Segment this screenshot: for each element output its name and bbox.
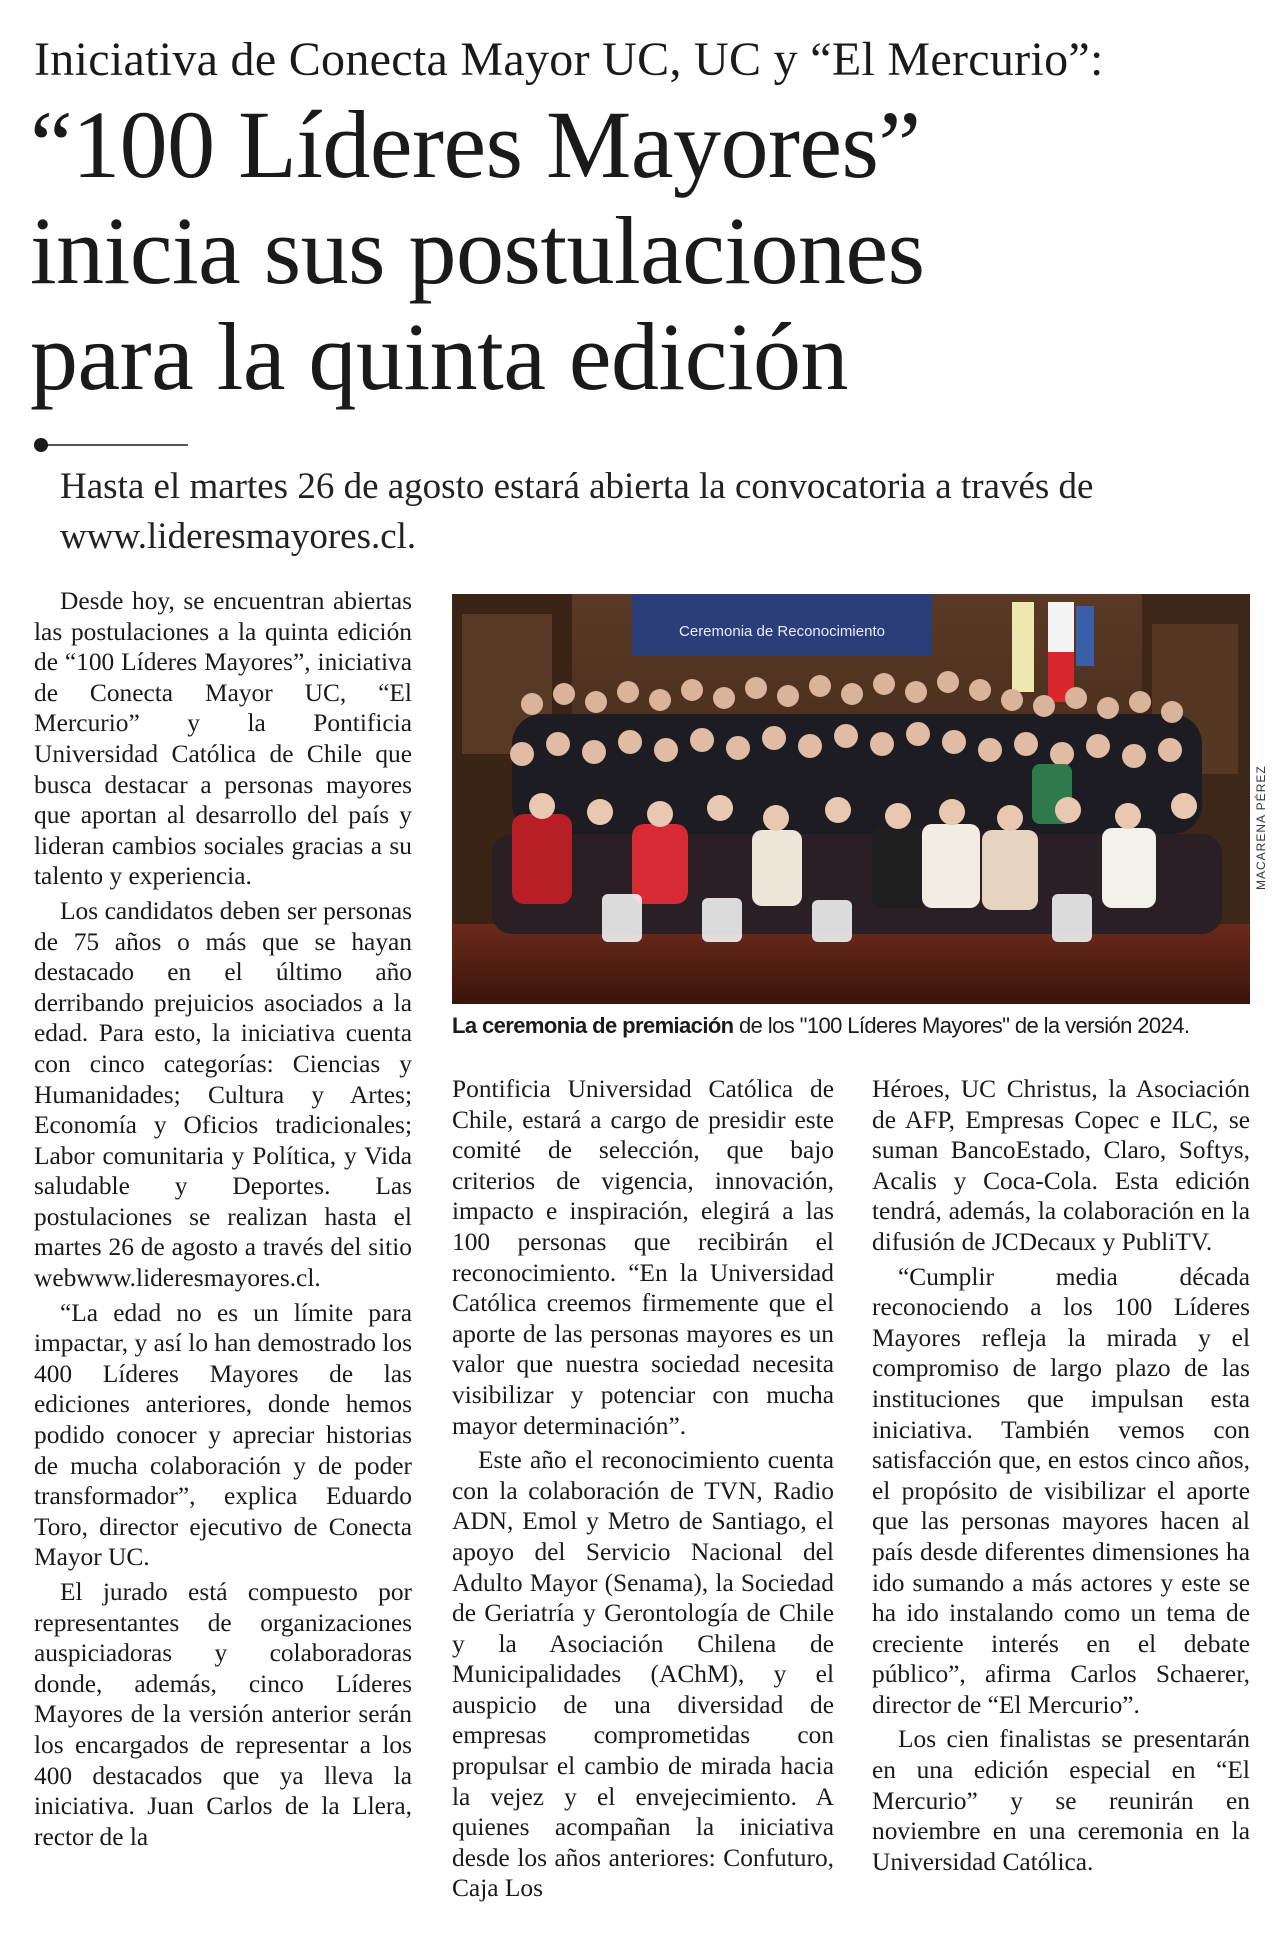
flag-icon — [1076, 606, 1094, 666]
article-headline — [30, 92, 1250, 410]
headline-line-2: inicia sus postulaciones — [30, 197, 925, 304]
text-column-2 — [452, 1074, 834, 1908]
paragraph: Los candidatos deben ser personas de 75 años o más que se hayan destacado en el último año derribando prejuicios asociados a la edad. Para esto, la iniciativa cuenta con cinco categorías: Ciencias y Humanidades; Cultura y Artes; Economía y Oficios tradicionales; Labor comunitaria y Política, y Vida saludable y Deportes. Las postulaciones se realizan hasta el martes 26 de agosto a través del sitio webwww.lideresmayores.cl. — [34, 896, 412, 1293]
text-column-1 — [34, 586, 412, 1856]
paragraph: El jurado está compuesto por representantes de organizaciones auspiciadoras y colaboradoras donde, además, cinco Líderes Mayores de la versión anterior serán los encargados de representar a los 400 destacados que ya lleva la iniciativa. Juan Carlos de la Llera, rector de la — [34, 1578, 412, 1851]
headline-line-3: para la quinta edición — [30, 303, 848, 410]
paragraph: “Cumplir media década reconociendo a los 100 Líderes Mayores refleja la mirada y el compromiso de largo plazo de las instituciones que impulsan esta iniciativa. También vemos con satisfacción que, en estos cinco años, el propósito de visibilizar el aporte que las personas mayores hacen al país desde diferentes dimensiones ha ido sumando a más actores y este se ha ido instalando como un tema de creciente interés en el debate público”, afirma Carlos Schaerer, director de “El Mercurio”. — [872, 1262, 1250, 1719]
screen-title: Ceremonia de Reconocimiento — [679, 623, 885, 640]
paragraph: Los cien finalistas se presentarán en una edición especial en “El Mercurio” y se reunirán en noviembre en una ceremonia en la Universidad Católica. — [872, 1725, 1250, 1876]
deck-bullet — [34, 438, 48, 452]
paragraph: Héroes, UC Christus, la Asociación de AFP, Empresas Copec e ILC, se suman BancoEstado, Claro, Softys, Acalis y Coca-Cola. Esta edición tendrá, además, la colaboración en la difusión de JCDecaux y PubliTV. — [872, 1075, 1250, 1256]
deck-divider — [42, 444, 188, 446]
ceremony-photo-illustration — [452, 594, 1250, 1004]
caption-text: de los "100 Líderes Mayores" de la versión 2024. — [733, 1013, 1190, 1038]
flag-icon — [1012, 602, 1034, 692]
text-column-3 — [872, 1074, 1250, 1881]
headline-line-1: “100 Líderes Mayores” — [30, 91, 921, 198]
paragraph: Pontificia Universidad Católica de Chile, estará a cargo de presidir este comité de selección, que bajo criterios de vigencia, innovación, impacto e inspiración, elegirá a las 100 personas que recibirán el reconocimiento. “En la Universidad Católica creemos firmemente que el aporte de las personas mayores es un valor que nuestra sociedad necesita visibilizar y potenciar con mucha mayor determinación”. — [452, 1075, 834, 1440]
photo-credit: MACARENA PÉREZ — [1254, 765, 1268, 890]
paragraph: Este año el reconocimiento cuenta con la colaboración de TVN, Radio ADN, Emol y Metro de Santiago, el apoyo del Servicio Nacional del Adulto Mayor (Senama), la Sociedad de Geriatría y Gerontología de Chile y la Asociación Chilena de Municipalidades (AChM), y el auspicio de una diversidad de empresas comprometidas con propulsar el cambio de mirada hacia la vejez y el envejecimiento. A quienes acompañan la iniciativa desde los años anteriores: Confuturo, Caja Los — [452, 1446, 834, 1903]
ceremony-photo — [452, 594, 1250, 1004]
article-deck: Hasta el martes 26 de agosto estará abierta la convocatoria a través de www.lideresmayores.cl. — [60, 466, 1094, 557]
photo-caption — [452, 1012, 1250, 1040]
caption-lead: La ceremonia de premiación — [452, 1013, 734, 1038]
paragraph: “La edad no es un límite para impactar, y así lo han demostrado los 400 Líderes Mayores de las ediciones anteriores, donde hemos podido conocer y apreciar historias de mucha colaboración y de poder transformador”, explica Eduardo Toro, director ejecutivo de Conecta Mayor UC. — [34, 1298, 412, 1572]
article-kicker: Iniciativa de Conecta Mayor UC, UC y “El Mercurio”: — [34, 33, 1104, 86]
paragraph: Desde hoy, se encuentran abiertas las postulaciones a la quinta edición de “100 Líderes Mayores”, iniciativa de Conecta Mayor UC, “El Mercurio” y la Pontificia Universidad Católica de Chile que busca destacar a personas mayores que aportan al desarrollo del país y lideran cambios sociales gracias a su talento y experiencia. — [34, 587, 412, 891]
